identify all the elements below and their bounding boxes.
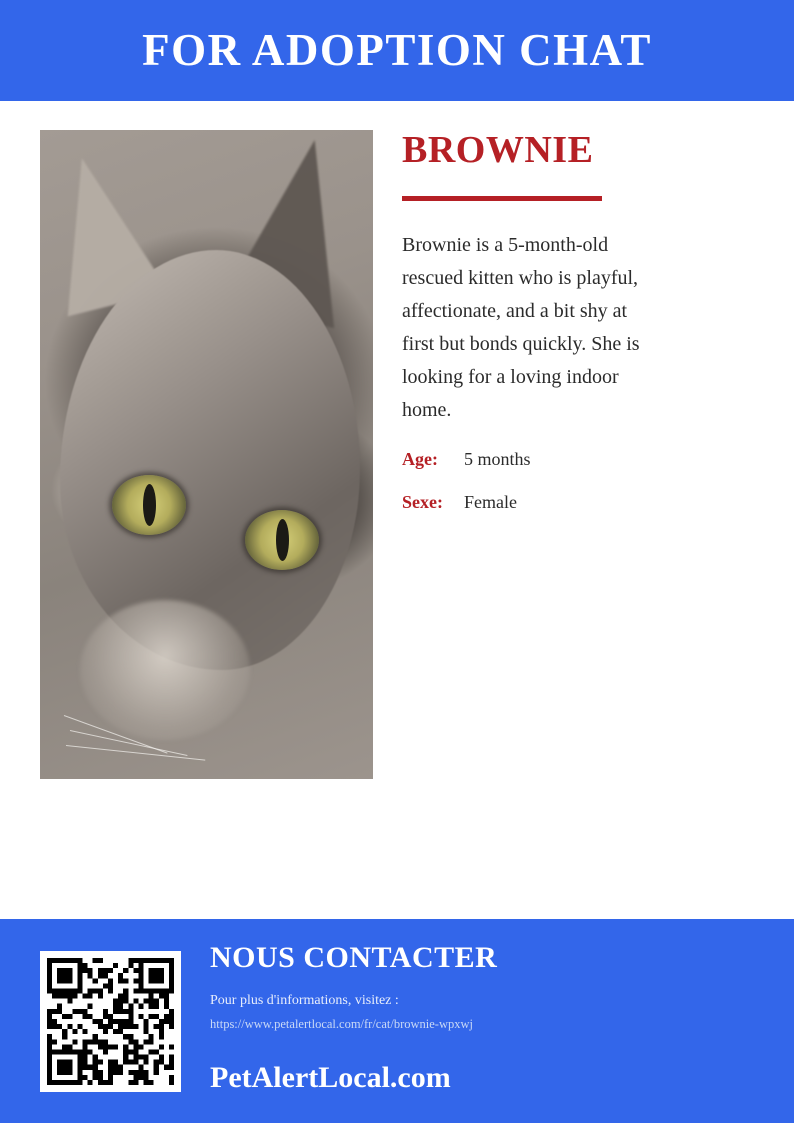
pet-field-sex-value: Female bbox=[464, 491, 517, 512]
pet-field-age bbox=[402, 449, 752, 470]
pet-photo bbox=[40, 130, 373, 779]
pet-info bbox=[402, 130, 752, 513]
cat-muzzle-shape bbox=[80, 600, 250, 740]
cat-pupil-left bbox=[143, 484, 156, 526]
title-divider bbox=[402, 196, 602, 201]
contact-subtitle: Pour plus d'informations, visitez : bbox=[210, 993, 399, 1008]
pet-field-sex-label: Sexe: bbox=[402, 491, 443, 512]
pet-field-sex bbox=[402, 492, 752, 513]
contact-url-link[interactable]: https://www.petalertlocal.com/fr/cat/brownie-wpxwj bbox=[210, 1017, 474, 1031]
cat-whisker bbox=[66, 745, 205, 761]
pet-name: BROWNIE bbox=[402, 129, 594, 171]
cat-eye-right bbox=[245, 510, 319, 570]
pet-field-age-value: 5 months bbox=[464, 448, 531, 469]
contact-block bbox=[210, 941, 770, 1095]
qr-code[interactable] bbox=[40, 951, 181, 1092]
cat-head-shape bbox=[60, 250, 360, 670]
cat-eye-left bbox=[112, 475, 186, 535]
page-title: FOR ADOPTION CHAT bbox=[142, 25, 652, 75]
cat-pupil-right bbox=[276, 519, 289, 561]
poster-body bbox=[0, 101, 794, 919]
cat-photo-image bbox=[40, 130, 373, 779]
pet-field-age-label: Age: bbox=[402, 448, 438, 469]
qr-code-image bbox=[47, 958, 174, 1085]
poster-header bbox=[0, 0, 794, 101]
pet-description: Brownie is a 5-month-old rescued kitten who is playful, affectionate, and a bit shy at first but bonds quickly. She is looking for a loving indoor home. bbox=[402, 233, 640, 421]
poster-footer bbox=[0, 919, 794, 1123]
brand-name: PetAlertLocal.com bbox=[210, 1061, 451, 1094]
contact-title: NOUS CONTACTER bbox=[210, 941, 498, 974]
